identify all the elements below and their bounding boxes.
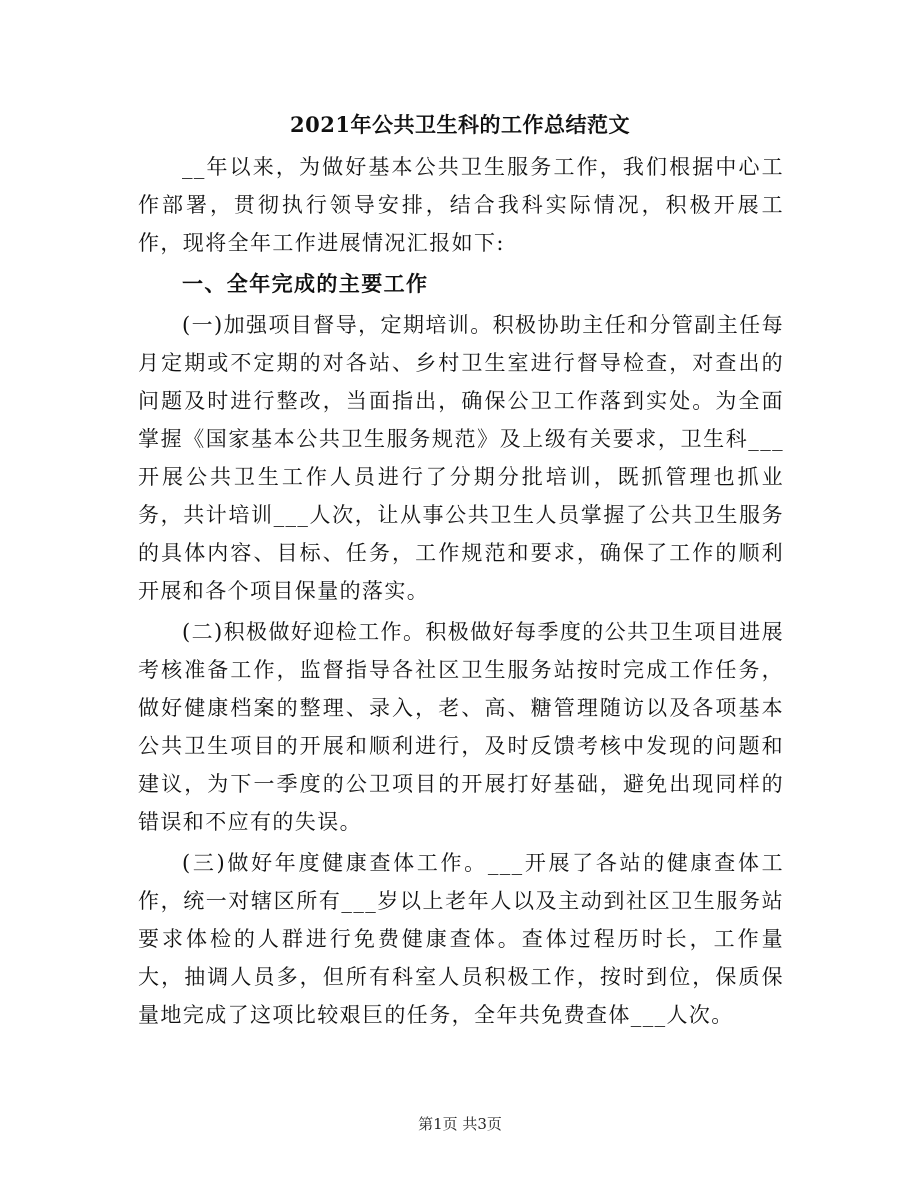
- intro-paragraph: __年以来，为做好基本公共卫生服务工作，我们根据中心工作部署，贯彻执行领导安排，结合我科实际情况，积极开展工作，现将全年工作进展情况汇报如下:: [138, 155, 784, 255]
- page-indicator: 第1页 共3页: [418, 1115, 502, 1133]
- document-body: [138, 148, 784, 1037]
- section-heading: 一、全年完成的主要工作: [182, 271, 429, 296]
- page-title: 2021年公共卫生科的工作总结范文: [290, 112, 630, 137]
- item-paragraph-1: (一)加强项目督导，定期培训。积极协助主任和分管副主任每月定期或不定期的对各站、乡村卫生室进行督导检查，对查出的问题及时进行整改，当面指出，确保公卫工作落到实处。为全面掌握《国家基本公共卫生服务规范》及上级有关要求，卫生科___开展公共卫生工作人员进行了分期分批培训，既抓管理也抓业务，共计培训___人次，让从事公共卫生人员掌握了公共卫生服务的具体内容、目标、任务，工作规范和要求，确保了工作的顺利开展和各个项目保量的落实。: [138, 313, 784, 603]
- item-paragraph-2: (二)积极做好迎检工作。积极做好每季度的公共卫生项目进展考核准备工作，监督指导各社区卫生服务站按时完成工作任务，做好健康档案的整理、录入，老、高、糖管理随访以及各项基本公共卫生项目的开展和顺利进行，及时反馈考核中发现的问题和建议，为下一季度的公卫项目的开展打好基础，避免出现同样的错误和不应有的失误。: [138, 620, 784, 834]
- item-paragraph-3: (三)做好年度健康查体工作。___开展了各站的健康查体工作，统一对辖区所有___岁以上老年人以及主动到社区卫生服务站要求体检的人群进行免费健康查体。查体过程历时长，工作量大，抽调人员多，但所有科室人员积极工作，按时到位，保质保量地完成了这项比较艰巨的任务，全年共免费查体___人次。: [138, 851, 784, 1027]
